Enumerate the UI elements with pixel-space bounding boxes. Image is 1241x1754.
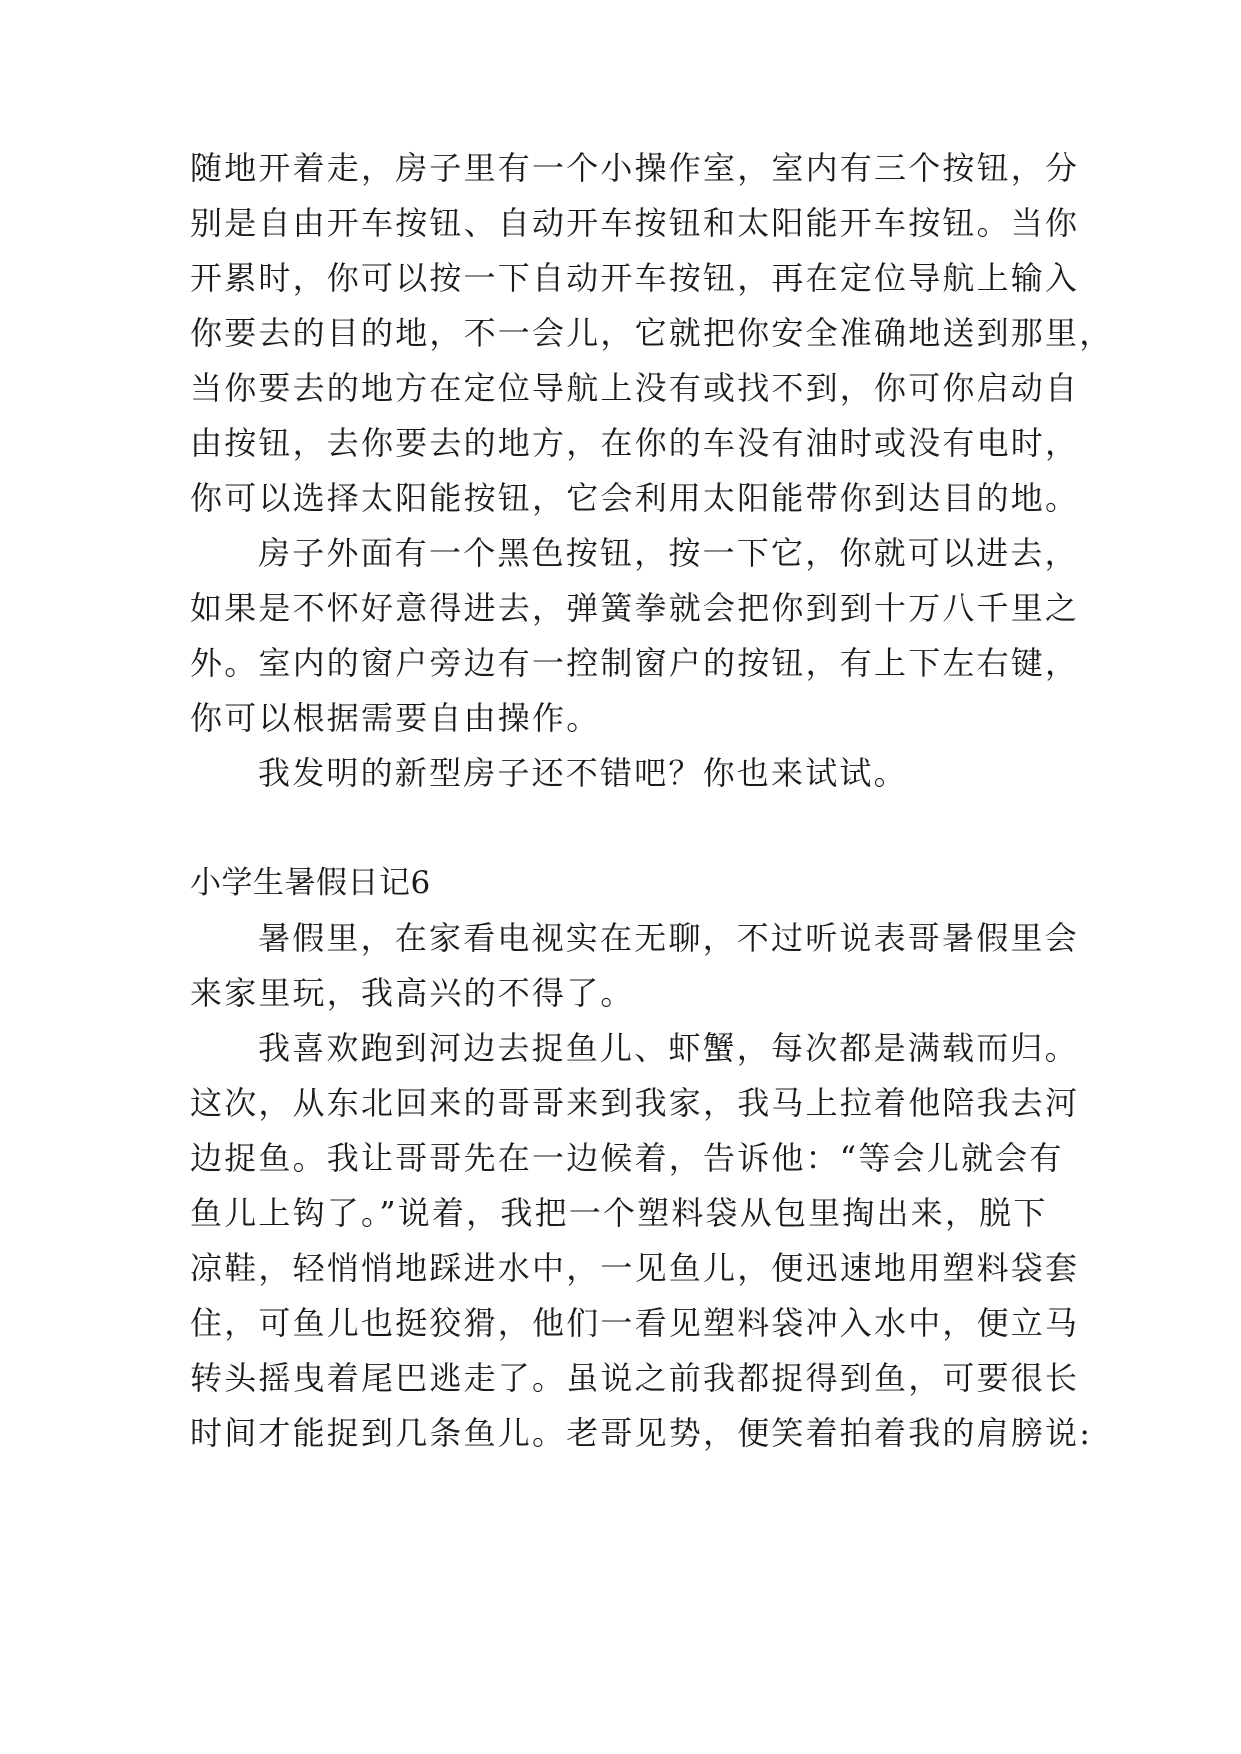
text-line: 当你要去的地方在定位导航上没有或找不到，你可你启动自 — [190, 369, 1080, 407]
text-line: 凉鞋，轻悄悄地踩进水中，一见鱼儿，便迅速地用塑料袋套 — [190, 1249, 1080, 1287]
paragraph-start-line: 房子外面有一个黑色按钮，按一下它，你就可以进去， — [258, 534, 1079, 572]
text-line: 你要去的目的地，不一会儿，它就把你安全准确地送到那里， — [190, 314, 1114, 352]
text-line: 鱼儿上钩了。”说着，我把一个塑料袋从包里掏出来，脱下 — [190, 1194, 1048, 1232]
text-line: 如果是不怀好意得进去，弹簧拳就会把你到到十万八千里之 — [190, 589, 1080, 627]
text-line: 你可以根据需要自由操作。 — [190, 699, 601, 737]
text-line: 你可以选择太阳能按钮，它会利用太阳能带你到达目的地。 — [190, 479, 1080, 517]
section-heading: 小学生暑假日记6 — [190, 865, 431, 901]
text-line: 随地开着走，房子里有一个小操作室，室内有三个按钮，分 — [190, 149, 1080, 187]
text-line: 边捉鱼。我让哥哥先在一边候着，告诉他：“等会儿就会有 — [190, 1139, 1064, 1177]
text-line: 开累时，你可以按一下自动开车按钮，再在定位导航上输入 — [190, 259, 1080, 297]
text-line: 这次，从东北回来的哥哥来到我家，我马上拉着他陪我去河 — [190, 1084, 1080, 1122]
text-line: 住，可鱼儿也挺狡猾，他们一看见塑料袋冲入水中，便立马 — [190, 1304, 1080, 1342]
text-line: 来家里玩，我高兴的不得了。 — [190, 974, 635, 1012]
paragraph-start-line: 我喜欢跑到河边去捉鱼儿、虾蟹，每次都是满载而归。 — [258, 1029, 1079, 1067]
text-line: 别是自由开车按钮、自动开车按钮和太阳能开车按钮。当你 — [190, 204, 1080, 242]
text-line: 外。室内的窗户旁边有一控制窗户的按钮，有上下左右键， — [190, 644, 1080, 682]
paragraph-start-line: 我发明的新型房子还不错吧？你也来试试。 — [258, 754, 908, 792]
text-line: 转头摇曳着尾巴逃走了。虽说之前我都捉得到鱼，可要很长 — [190, 1359, 1080, 1397]
paragraph-start-line: 暑假里，在家看电视实在无聊，不过听说表哥暑假里会 — [258, 919, 1079, 957]
text-line: 时间才能捉到几条鱼儿。老哥见势，便笑着拍着我的肩膀说: — [190, 1414, 1093, 1452]
text-line: 由按钮，去你要去的地方，在你的车没有油时或没有电时， — [190, 424, 1080, 462]
